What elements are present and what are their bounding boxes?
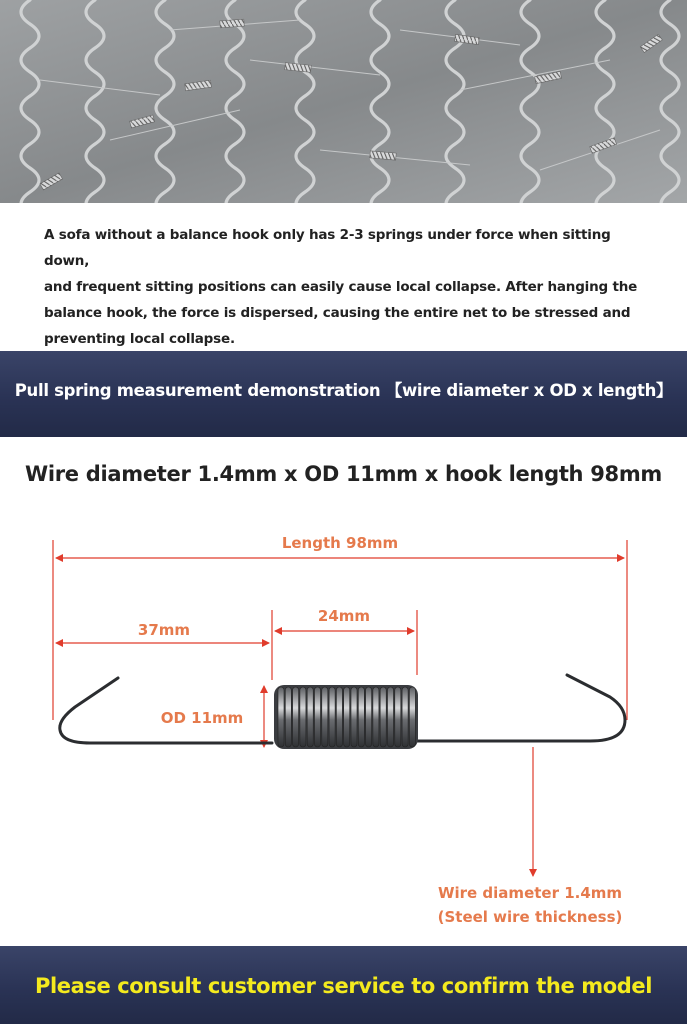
hook-length-label: 37mm [137,621,191,639]
consult-banner [0,946,687,1024]
consult-banner-title: Please consult customer service to confirm the model [34,974,653,998]
coil-turn [278,687,284,747]
coil-turn [380,687,386,747]
measurement-banner [0,351,687,437]
spring-diagram [0,515,687,945]
coil-turn [395,687,401,747]
coil-turn [358,687,364,747]
coil-turn [344,687,350,747]
sofa-spring-net-icon [0,0,687,203]
coil-turn [366,687,372,747]
coil-turn [322,687,328,747]
description-line: balance hook, the force is dispersed, causing the entire net to be stressed and [44,305,631,321]
measurement-banner-title: Pull spring measurement demonstration 【wire diameter x OD x length】 [14,381,673,400]
description-line: A sofa without a balance hook only has 2-3 springs under force when sitting down, [44,227,611,269]
coil-length-label: 24mm [317,607,371,625]
coil-turn [329,687,335,747]
coil-turn [409,687,415,747]
od-label: OD 11mm [160,709,244,727]
coil-turn [373,687,379,747]
description-line: preventing local collapse. [44,331,235,347]
coil-turn [402,687,408,747]
coil-turn [293,687,299,747]
length-label: Length 98mm [281,534,399,552]
description-line: and frequent sitting positions can easily cause local collapse. After hanging the [44,279,638,295]
coil-turn [285,687,291,747]
wire-thickness-note: (Steel wire thickness) [437,908,623,926]
coil-turn [315,687,321,747]
coil-turn [336,687,342,747]
spring-coil [274,685,418,749]
sofa-spring-photo [0,0,687,203]
spec-heading: Wire diameter 1.4mm x OD 11mm x hook length 98mm [24,462,663,486]
wire-diameter-label: Wire diameter 1.4mm [437,884,623,902]
coil-turn [300,687,306,747]
coil-turn [307,687,313,747]
coil-turn [351,687,357,747]
description-text [44,222,654,352]
coil-turn [388,687,394,747]
